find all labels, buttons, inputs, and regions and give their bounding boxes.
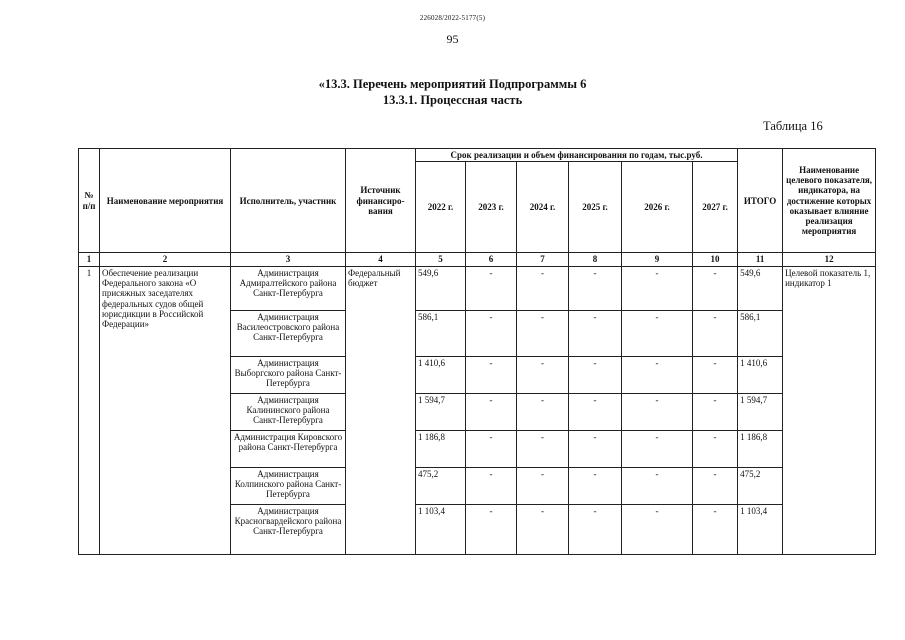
item-name: Обеспечение реализации Федерального закона «О присяжных заседателях федеральных судов общей юрисдикции в Российской Федерации» bbox=[100, 267, 231, 555]
amount-2025: - bbox=[569, 431, 622, 468]
amount-total: 1 410,6 bbox=[738, 357, 783, 394]
item-number: 1 bbox=[79, 267, 100, 555]
header-source: Источник финансиро-вания bbox=[346, 149, 416, 253]
amount-2022: 1 410,6 bbox=[416, 357, 466, 394]
amount-2024: - bbox=[517, 394, 569, 431]
amount-2026: - bbox=[622, 267, 693, 311]
executor-cell: Администрация Адмиралтейского района Санкт-Петербурга bbox=[231, 267, 346, 311]
amount-2022: 1 594,7 bbox=[416, 394, 466, 431]
header-2025: 2025 г. bbox=[569, 162, 622, 253]
amount-2026: - bbox=[622, 394, 693, 431]
section-title: «13.3. Перечень мероприятий Подпрограммы 6 bbox=[318, 77, 587, 91]
amount-2022: 1 186,8 bbox=[416, 431, 466, 468]
amount-2027: - bbox=[693, 431, 738, 468]
amount-2024: - bbox=[517, 505, 569, 555]
header-name: Наименование мероприятия bbox=[100, 149, 231, 253]
amount-2027: - bbox=[693, 468, 738, 505]
amount-2027: - bbox=[693, 357, 738, 394]
header-total: ИТОГО bbox=[738, 149, 783, 253]
amount-2026: - bbox=[622, 357, 693, 394]
amount-2023: - bbox=[466, 505, 517, 555]
document-code: 226028/2022-5177(5) bbox=[419, 14, 486, 22]
executor-cell: Администрация Красногвардейского района Санкт-Петербурга bbox=[231, 505, 346, 555]
amount-total: 1 103,4 bbox=[738, 505, 783, 555]
column-number: 8 bbox=[569, 253, 622, 267]
executor-cell: Администрация Выборгского района Санкт-Петербурга bbox=[231, 357, 346, 394]
column-number-row bbox=[79, 253, 876, 267]
amount-2024: - bbox=[517, 468, 569, 505]
header-2022: 2022 г. bbox=[416, 162, 466, 253]
amount-total: 549,6 bbox=[738, 267, 783, 311]
column-number: 3 bbox=[231, 253, 346, 267]
column-number: 9 bbox=[622, 253, 693, 267]
amount-2024: - bbox=[517, 357, 569, 394]
amount-2027: - bbox=[693, 394, 738, 431]
column-number: 10 bbox=[693, 253, 738, 267]
amount-2026: - bbox=[622, 311, 693, 357]
amount-2022: 586,1 bbox=[416, 311, 466, 357]
amount-2022: 1 103,4 bbox=[416, 505, 466, 555]
executor-cell: Администрация Колпинского района Санкт-Петербурга bbox=[231, 468, 346, 505]
subsection-title: 13.3.1. Процессная часть bbox=[382, 93, 523, 107]
amount-2023: - bbox=[466, 468, 517, 505]
amount-2024: - bbox=[517, 311, 569, 357]
column-number: 7 bbox=[517, 253, 569, 267]
amount-2023: - bbox=[466, 311, 517, 357]
amount-2023: - bbox=[466, 267, 517, 311]
header-num: № п/п bbox=[79, 149, 100, 253]
measures-table bbox=[78, 148, 876, 555]
table-label: Таблица 16 bbox=[763, 119, 823, 133]
amount-2022: 549,6 bbox=[416, 267, 466, 311]
funding-source: Федеральный бюджет bbox=[346, 267, 416, 555]
amount-2024: - bbox=[517, 267, 569, 311]
header-indicator: Наименование целевого показателя, индикатора, на достижение которых оказывает влияние реализация мероприятия bbox=[783, 149, 876, 253]
amount-2027: - bbox=[693, 311, 738, 357]
column-number: 4 bbox=[346, 253, 416, 267]
header-2023: 2023 г. bbox=[466, 162, 517, 253]
amount-total: 1 186,8 bbox=[738, 431, 783, 468]
column-number: 12 bbox=[783, 253, 876, 267]
amount-total: 475,2 bbox=[738, 468, 783, 505]
amount-2026: - bbox=[622, 505, 693, 555]
amount-2023: - bbox=[466, 394, 517, 431]
amount-2025: - bbox=[569, 394, 622, 431]
column-number: 1 bbox=[79, 253, 100, 267]
page-number: 95 bbox=[446, 32, 459, 46]
table-row bbox=[79, 267, 876, 311]
header-executor: Исполнитель, участник bbox=[231, 149, 346, 253]
header-2026: 2026 г. bbox=[622, 162, 693, 253]
column-number: 6 bbox=[466, 253, 517, 267]
amount-2025: - bbox=[569, 505, 622, 555]
amount-2023: - bbox=[466, 431, 517, 468]
amount-total: 586,1 bbox=[738, 311, 783, 357]
amount-2025: - bbox=[569, 267, 622, 311]
executor-cell: Администрация Василеостровского района Санкт-Петербурга bbox=[231, 311, 346, 357]
header-2024: 2024 г. bbox=[517, 162, 569, 253]
amount-total: 1 594,7 bbox=[738, 394, 783, 431]
amount-2024: - bbox=[517, 431, 569, 468]
amount-2023: - bbox=[466, 357, 517, 394]
amount-2025: - bbox=[569, 468, 622, 505]
header-period-group: Срок реализации и объем финансирования по годам, тыс.руб. bbox=[416, 149, 738, 162]
column-number: 2 bbox=[100, 253, 231, 267]
executor-cell: Администрация Кировского района Санкт-Петербурга bbox=[231, 431, 346, 468]
amount-2025: - bbox=[569, 311, 622, 357]
amount-2026: - bbox=[622, 431, 693, 468]
amount-2027: - bbox=[693, 505, 738, 555]
column-number: 5 bbox=[416, 253, 466, 267]
amount-2025: - bbox=[569, 357, 622, 394]
amount-2022: 475,2 bbox=[416, 468, 466, 505]
target-indicator: Целевой показатель 1, индикатор 1 bbox=[783, 267, 876, 555]
column-number: 11 bbox=[738, 253, 783, 267]
amount-2027: - bbox=[693, 267, 738, 311]
amount-2026: - bbox=[622, 468, 693, 505]
header-2027: 2027 г. bbox=[693, 162, 738, 253]
executor-cell: Администрация Калининского района Санкт-Петербурга bbox=[231, 394, 346, 431]
